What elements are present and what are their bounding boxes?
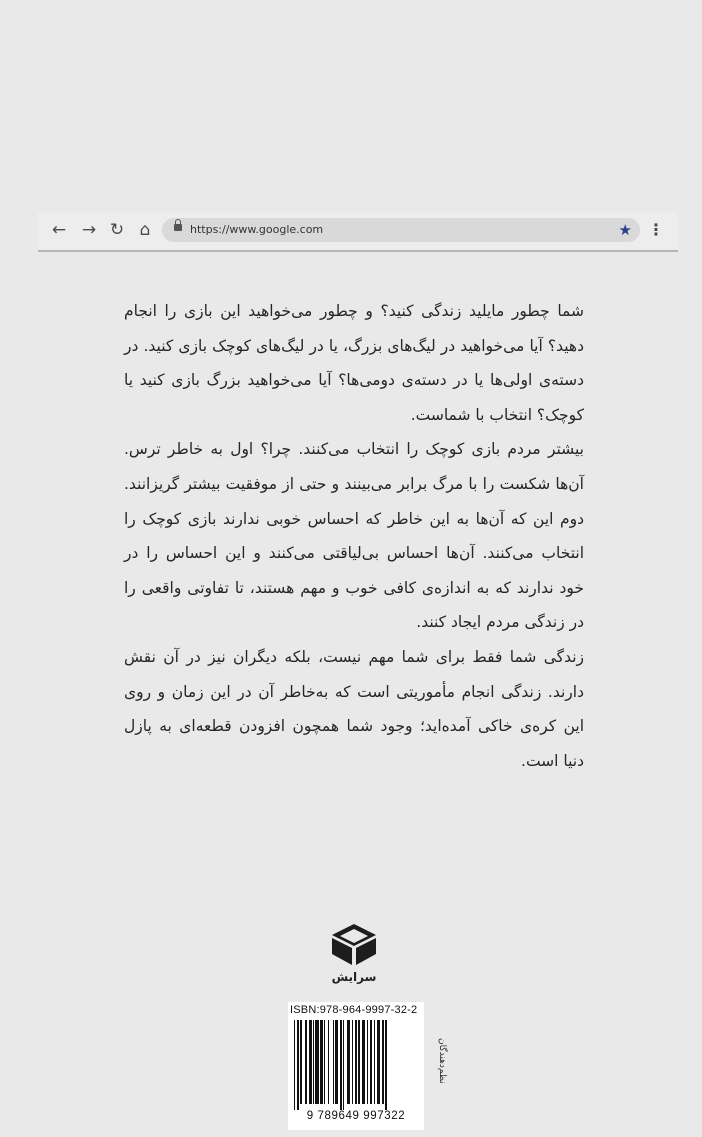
home-icon[interactable]: ⌂ <box>139 220 151 240</box>
barcode-bar <box>387 1020 388 1110</box>
barcode <box>288 1002 424 1130</box>
reload-icon[interactable]: ↻ <box>109 220 125 240</box>
publisher-logo-icon <box>330 922 378 966</box>
forward-arrow-icon[interactable]: → <box>81 220 97 240</box>
browser-toolbar <box>38 212 678 252</box>
back-cover-text <box>124 294 584 778</box>
paragraph-3: زندگی شما فقط برای شما مهم نیست، بلکه دیگران نیز در آن نقش دارند. زندگی انجام مأموریتی است که به‌خاطر آن در این زمان و روی این کره‌ی خاکی آمده‌اید؛ وجود شما همچون افزودن قطعه‌ای به پازل دنیا است. <box>124 647 584 770</box>
publisher-name: سرایش <box>331 970 377 984</box>
menu-dots-icon[interactable]: ⋮ <box>648 220 664 239</box>
address-url: https://www.google.com <box>190 223 324 236</box>
isbn-label: ISBN:978-964-9997-32-2 <box>290 1004 418 1016</box>
paragraph-2: بیشتر مردم بازی کوچک را انتخاب می‌کنند. چرا؟ اول به خاطر ترس. آن‌ها شکست را با مرگ برابر می‌بینند و حتی از موفقیت بیشتر گریزانند. دوم این که آن‌ها به این خاطر که احساس خوبی ندارند بازی کوچک را انتخاب می‌کنند. آن‌ها احساس بی‌لیاقتی می‌کنند و این احساس را در خود ندارند که به اندازه‌ی کافی خوب و مهم هستند، تا تفاوتی واقعی را در زندگی مردم ایجاد کنند. <box>124 440 584 632</box>
barcode-bars <box>294 1020 418 1110</box>
lock-icon <box>174 224 182 231</box>
back-arrow-icon[interactable]: ← <box>51 220 67 240</box>
paragraph-1: شما چطور مایلید زندگی کنید؟ و چطور می‌خواهید این بازی را انجام دهید؟ آیا می‌خواهید در لیگ‌های بزرگ، یا در لیگ‌های کوچک بازی کنید. در دسته‌ی اولی‌ها یا در دسته‌ی دومی‌ها؟ آیا می‌خواهید بزرگ بازی کنید یا کوچک؟ انتخاب با شماست. <box>124 302 584 424</box>
side-note: نظم‌دهندگان <box>437 1038 447 1084</box>
bookmark-star-icon[interactable]: ★ <box>618 221 632 239</box>
barcode-number: 9 789649 997322 <box>306 1110 406 1122</box>
address-bar[interactable] <box>162 218 640 242</box>
